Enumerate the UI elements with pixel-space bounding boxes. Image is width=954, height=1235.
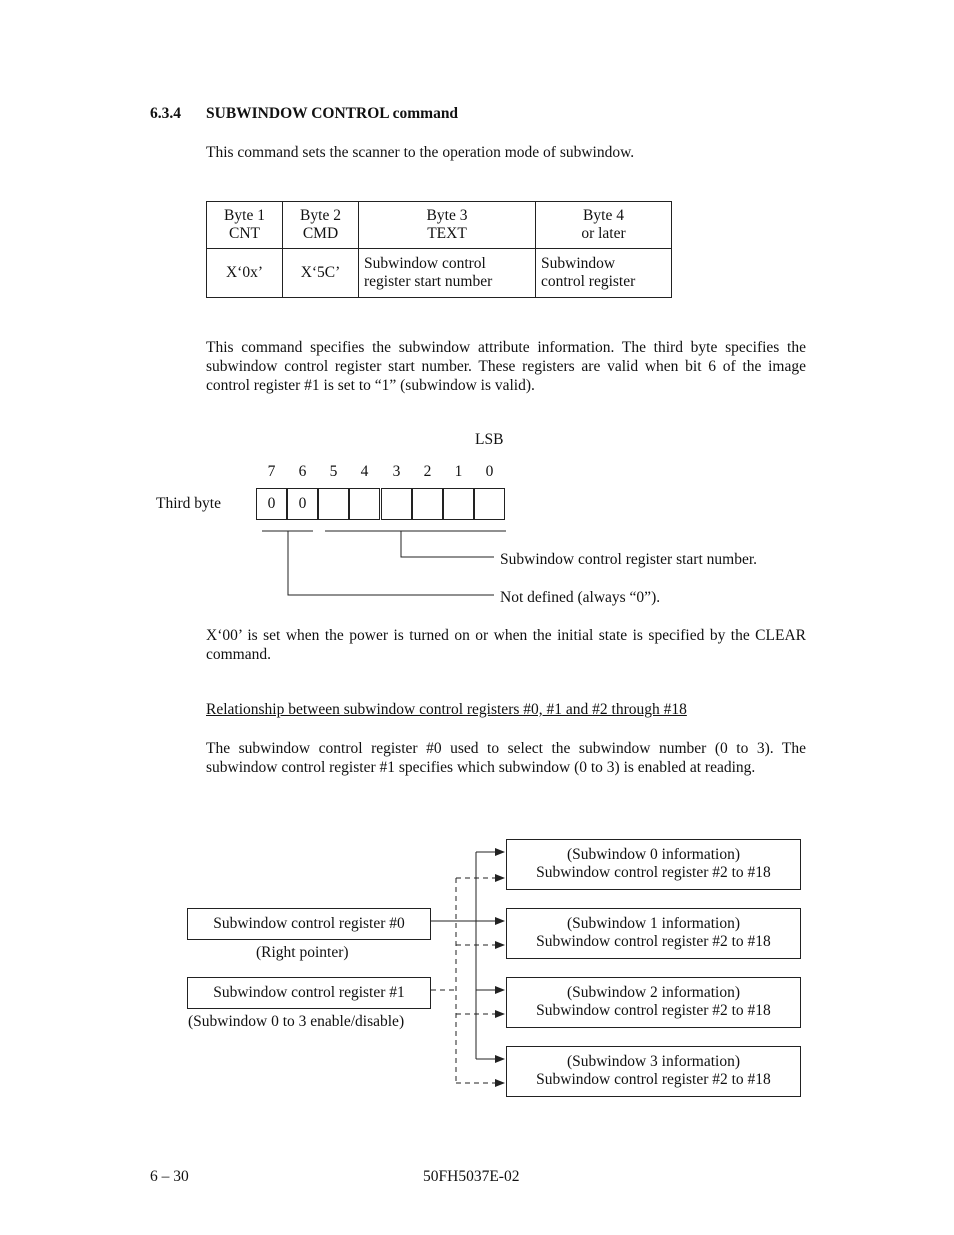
bit-number: 2 <box>423 463 432 480</box>
table-cell: X‘0x’ <box>207 249 283 298</box>
lsb-label: LSB <box>475 431 504 448</box>
subwindow-title: (Subwindow 0 information) <box>566 846 741 863</box>
subwindow-range: Subwindow control register #2 to #18 <box>536 933 771 950</box>
table-header-cell: Byte 1 CNT <box>207 202 283 249</box>
subwindow-title: (Subwindow 2 information) <box>566 984 741 1001</box>
bit-cell: 0 <box>287 488 318 520</box>
bit-number: 7 <box>267 463 276 480</box>
bit-number: 1 <box>454 463 463 480</box>
table-cell: Subwindow control register start number <box>359 249 536 298</box>
register1-box: Subwindow control register #1 <box>187 977 431 1009</box>
register1-caption: (Subwindow 0 to 3 enable/disable) <box>188 1013 405 1030</box>
register0-box: Subwindow control register #0 <box>187 908 431 940</box>
section-number: 6.3.4 <box>150 105 181 122</box>
document-id: 50FH5037E-02 <box>423 1168 520 1185</box>
bit-number: 3 <box>392 463 401 480</box>
table-cell: Subwindow control register <box>536 249 672 298</box>
subwindow-range: Subwindow control register #2 to #18 <box>536 864 771 881</box>
table-header-cell: Byte 3 TEXT <box>359 202 536 249</box>
description-text: This command specifies the subwindow attribute information. The third byte specifies the subwindow control register start number. These registers are valid when bit 6 of the image control register #1 is set to “1” (subwindow is valid). <box>206 339 806 394</box>
subwindow-title: (Subwindow 1 information) <box>566 915 741 932</box>
bit-number: 4 <box>360 463 369 480</box>
subwindow-range: Subwindow control register #2 to #18 <box>536 1002 771 1019</box>
third-byte-label: Third byte <box>156 495 221 512</box>
subwindow-range: Subwindow control register #2 to #18 <box>536 1071 771 1088</box>
relationship-text: The subwindow control register #0 used to select the subwindow number (0 to 3). The subwindow control register #1 specifies which subwindow (0 to 3) is enabled at reading. <box>206 740 806 776</box>
power-note: X‘00’ is set when the power is turned on or when the initial state is specified by the CLEAR command. <box>206 627 806 663</box>
annotation-start-number: Subwindow control register start number. <box>500 551 757 568</box>
table-cell: X‘5C’ <box>283 249 359 298</box>
relationship-heading: Relationship between subwindow control registers #0, #1 and #2 through #18 <box>206 701 687 718</box>
section-title: SUBWINDOW CONTROL command <box>206 105 459 122</box>
annotation-not-defined: Not defined (always “0”). <box>500 589 661 606</box>
intro-text: This command sets the scanner to the operation mode of subwindow. <box>206 144 635 161</box>
bit-number: 0 <box>485 463 494 480</box>
table-header-cell: Byte 2 CMD <box>283 202 359 249</box>
subwindow-title: (Subwindow 3 information) <box>566 1053 741 1070</box>
bit-number: 6 <box>298 463 307 480</box>
register0-caption: (Right pointer) <box>256 944 349 961</box>
page-number: 6 – 30 <box>150 1168 189 1185</box>
bit-number: 5 <box>329 463 338 480</box>
table-header-cell: Byte 4 or later <box>536 202 672 249</box>
bit-cell: 0 <box>256 488 287 520</box>
